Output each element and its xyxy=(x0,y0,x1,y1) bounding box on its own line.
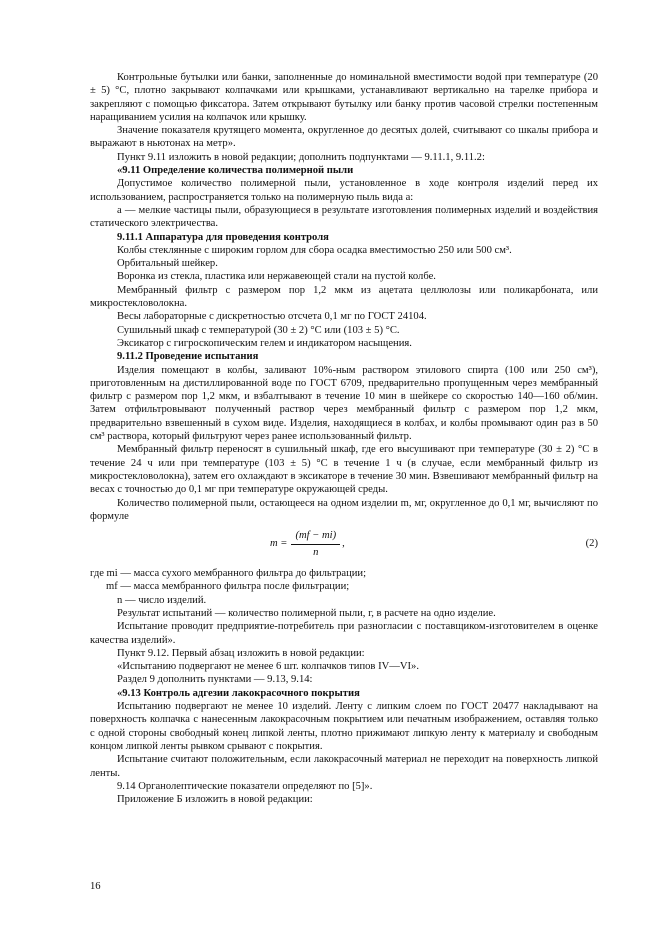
formula-trailing: , xyxy=(342,538,345,550)
paragraph-w2: mf — масса мембранного фильтра после фильтрации; xyxy=(106,581,350,593)
paragraph-p8: Колбы стеклянные с широким горлом для сбора осадка вместимостью 250 или 500 см³. xyxy=(117,244,512,256)
formula-denominator: n xyxy=(313,546,319,558)
page-number: 16 xyxy=(90,881,101,892)
paragraphs-before-formula xyxy=(90,71,598,523)
paragraph-p9: Орбитальный шейкер. xyxy=(117,258,218,270)
paragraph-q5: Раздел 9 дополнить пунктами — 9.13, 9.14: xyxy=(117,674,313,686)
formula-lhs: m = xyxy=(270,538,288,550)
paragraph-p5: Допустимое количество полимерной пыли, установленное в ходе контроля изделий перед их использованием, распространяется только на полимерную пыль вида а: xyxy=(90,178,598,203)
formula-numerator: (mf − mi) xyxy=(291,529,340,544)
paragraph-q2: Испытание проводит предприятие-потребитель при разногласии с поставщиком-изготовителем в оценке качества изделий». xyxy=(90,621,598,646)
paragraph-p3: Пункт 9.11 изложить в новой редакции; дополнить подпунктами — 9.11.1, 9.11.2: xyxy=(117,151,485,163)
paragraph-p10: Воронка из стекла, пластика или нержавеющей стали на пустой колбе. xyxy=(117,271,436,283)
paragraph-q6: «9.13 Контроль адгезии лакокрасочного покрытия xyxy=(117,687,360,699)
paragraph-p13: Сушильный шкаф с температурой (30 ± 2) °С или (103 ± 5) °С. xyxy=(117,324,400,336)
paragraph-w1: где mi — масса сухого мембранного фильтра до фильтрации; xyxy=(90,568,367,580)
paragraph-q9: 9.14 Органолептические показатели определяют по [5]». xyxy=(117,780,373,792)
paragraph-p18: Количество полимерной пыли, остающееся на одном изделии m, мг, округленное до 0,1 мг, вычисляют по формуле xyxy=(90,497,598,522)
paragraph-p14: Эксикатор с гигроскопическим гелем и индикатором насыщения. xyxy=(117,337,412,349)
paragraph-q4: «Испытанию подвергают не менее 6 шт. колпачков типов IV—VI». xyxy=(117,661,419,673)
paragraph-w3: n — число изделий. xyxy=(117,594,207,606)
paragraph-p6: а — мелкие частицы пыли, образующиеся в результате изготовления полимерных изделий и воздействия статического электричества. xyxy=(90,204,598,230)
document-body xyxy=(90,71,598,806)
paragraph-p1: Контрольные бутылки или банки, заполненные до номинальной вместимости водой при температуре (20 ± 5) °С, плотно закрывают колпачками или крышками, устанавливают вертикально на тарелке прибора и закрепляют с помощью фиксатора. Затем открывают бутылку или банку против часовой стрелки постепенным наращиванием усилия на колпачок или крышку. xyxy=(90,72,598,123)
formula-block xyxy=(90,526,598,562)
paragraphs-after-formula xyxy=(90,607,598,806)
paragraph-p4: «9.11 Определение количества полимерной пыли xyxy=(117,165,354,177)
formula-fraction xyxy=(291,529,340,559)
paragraph-q1: Результат испытаний — количество полимерной пыли, г, в расчете на одно изделие. xyxy=(117,607,496,619)
paragraph-p11: Мембранный фильтр с размером пор 1,2 мкм из ацетата целлюлозы или поликарбоната, или микростекловолокна. xyxy=(90,284,598,310)
paragraph-p12: Весы лабораторные с дискретностью отсчета 0,1 мг по ГОСТ 24104. xyxy=(117,311,427,323)
paragraph-q10: Приложение Б изложить в новой редакции: xyxy=(117,794,313,806)
paragraph-q7: Испытанию подвергают не менее 10 изделий. Ленту с липким слоем по ГОСТ 20477 накладывают на поверхность колпачка с нанесенным лакокрасочным покрытием или печатным изображением, оставляя только с одной стороны свободный конец липкой ленты, плотно прижимают липкую ленту к материалу и свободным концом липкой ленты рывком срывают с покрытия. xyxy=(90,701,598,752)
paragraph-p15: 9.11.2 Проведение испытания xyxy=(117,351,259,363)
formula xyxy=(270,526,345,562)
paragraph-q8: Испытание считают положительным, если лакокрасочный материал не переходит на поверхность липкой ленты. xyxy=(90,754,598,779)
formula-number: (2) xyxy=(585,538,598,550)
paragraph-p2: Значение показателя крутящего момента, округленное до десятых долей, считывают со шкалы прибора и выражают в ньютонах на метр». xyxy=(90,125,598,150)
formula-legend xyxy=(90,567,598,607)
paragraph-p17: Мембранный фильтр переносят в сушильный шкаф, где его высушивают при температуре (30 ± 2) °С в течение 24 ч или при температуре (103 ± 5) °С в течение 1 ч (в случае, если мембранный фильтр из микростекловолокна), затем его охлаждают в эксикаторе в течение 30 мин. Взвешивают мембранный фильтр на весах с точностью до 0,1 мг при температуре окружающей среды. xyxy=(90,444,598,496)
paragraph-p16: Изделия помещают в колбы, заливают 10%-ным раствором этилового спирта (100 или 250 см³), приготовленным на дистиллированной воде по ГОСТ 6709, предварительно пропущенным через мембранный фильтр с размером пор 1,2 мкм, и взбалтывают в течение 10 мин в шейкере со скоростью 140—160 об/мин. Затем отфильтровывают полученный раствор через мембранный фильтр с размером пор 1,2 мкм, предварительно взвешенный в сухом виде. Изделия, находящиеся в колбах, и колбы промывают один раз в 50 см³ раствора, который фильтруют через ранее использованный фильтр. xyxy=(90,364,598,443)
paragraph-q3: Пункт 9.12. Первый абзац изложить в новой редакции: xyxy=(117,647,365,659)
paragraph-p7: 9.11.1 Аппаратура для проведения контроля xyxy=(117,231,329,243)
